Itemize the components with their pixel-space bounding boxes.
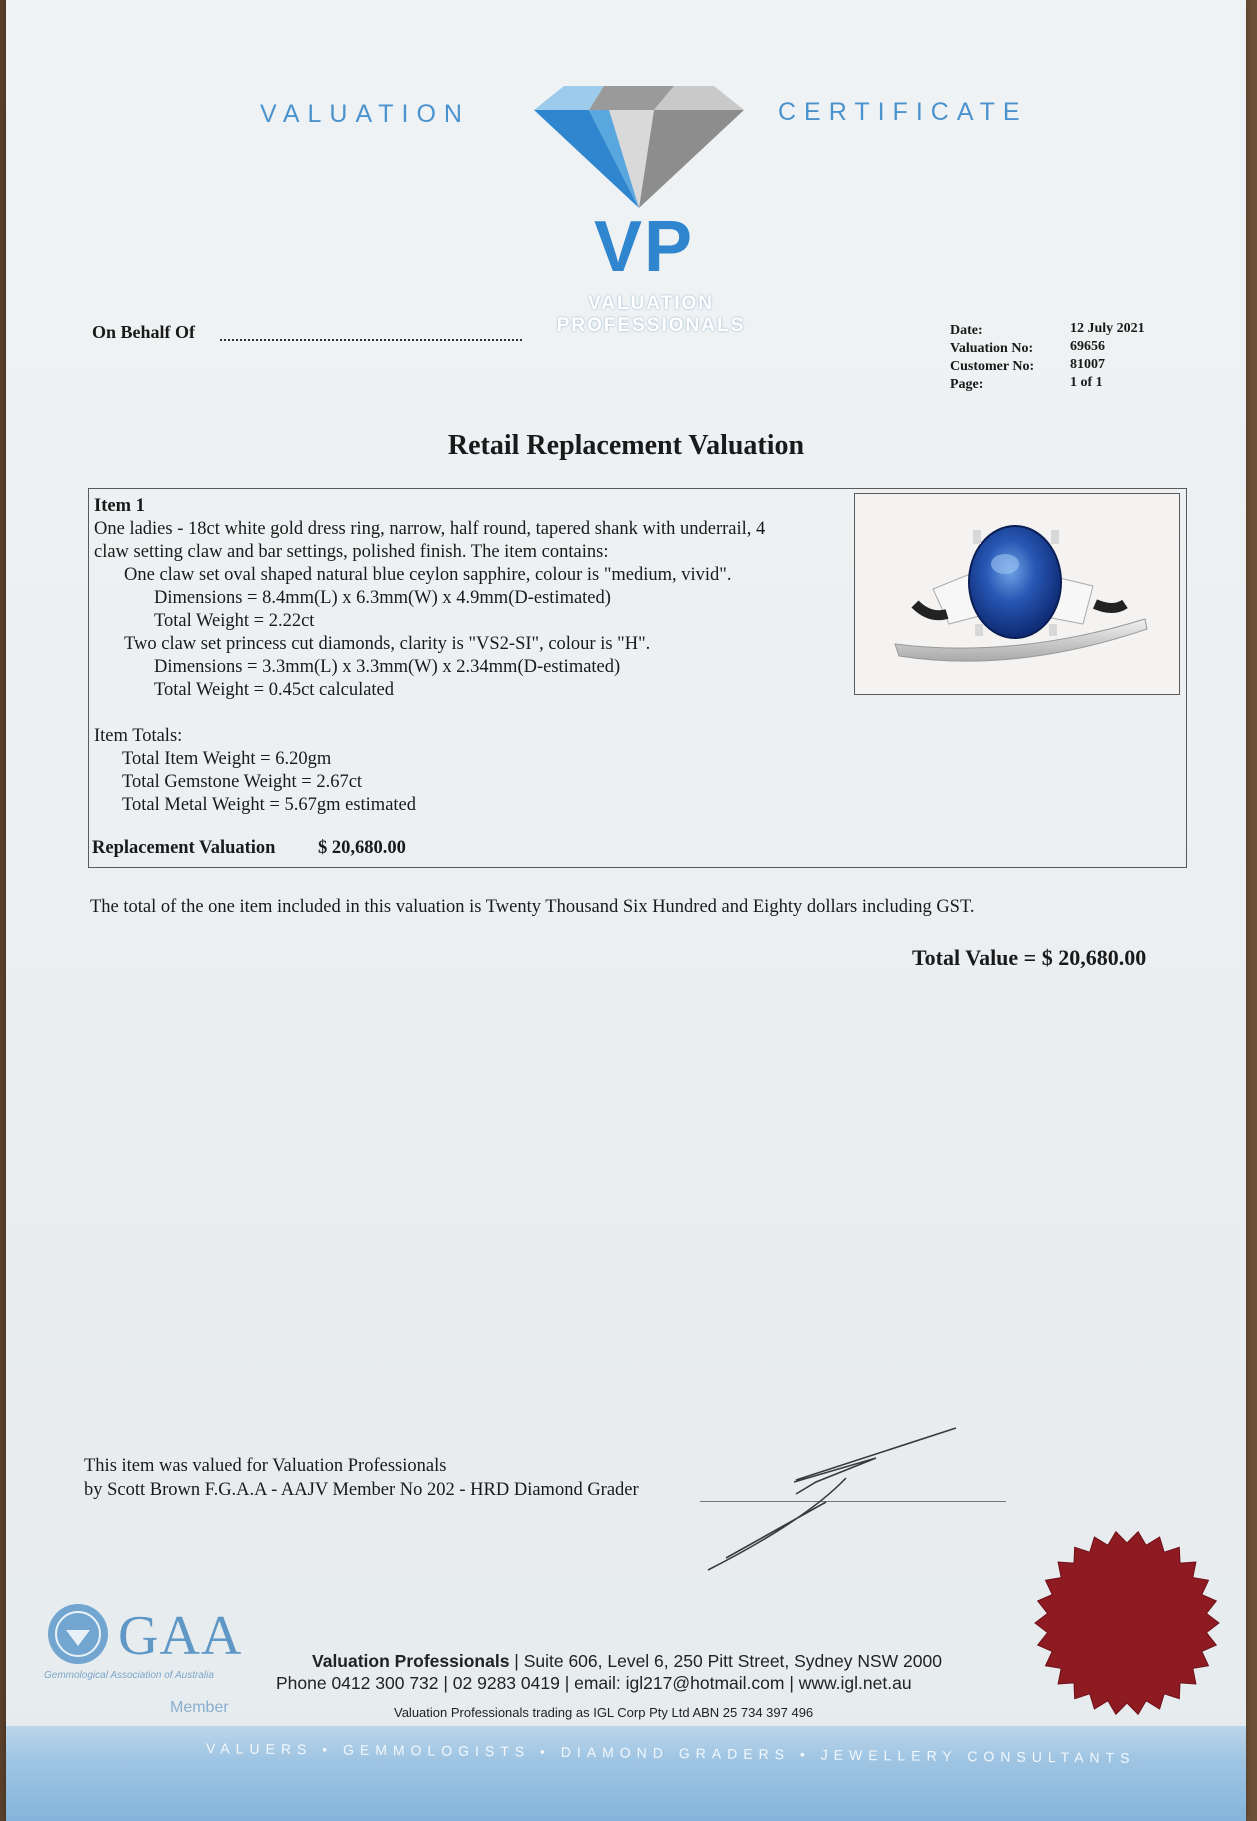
gaa-letters: GAA	[118, 1605, 243, 1667]
sapphire-ring-image	[855, 494, 1179, 694]
meta-labels	[950, 322, 1034, 394]
date-label: Date:	[950, 323, 983, 338]
meta-values	[1070, 320, 1145, 392]
stone1-description: One claw set oval shaped natural blue ceylon sapphire, colour is "medium, vivid".	[124, 565, 732, 585]
valuer-line-1: This item was valued for Valuation Professionals	[84, 1456, 447, 1476]
header-right-word: CERTIFICATE	[778, 98, 1028, 126]
logo-initials: VP	[594, 207, 695, 287]
valuation-no-value: 69656	[1070, 339, 1105, 354]
gaa-emblem-icon	[46, 1602, 110, 1666]
header-left-word: VALUATION	[260, 100, 470, 128]
page-title: Retail Replacement Valuation	[447, 430, 805, 461]
on-behalf-of-label	[92, 322, 195, 343]
date-value: 12 July 2021	[1070, 321, 1145, 336]
replacement-valuation-value: $ 20,680.00	[318, 838, 406, 858]
summary-text: The total of the one item included in this valuation is Twenty Thousand Six Hundred and Eighty dollars including GST.	[90, 897, 975, 917]
gaa-member-label: Member	[170, 1699, 229, 1716]
customer-no-label: Customer No:	[950, 359, 1035, 374]
footer-company: Valuation Professionals	[312, 1651, 510, 1671]
logo-subtitle	[546, 293, 756, 337]
item-description-line-1: One ladies - 18ct white gold dress ring, narrow, half round, tapered shank with underrail, 4	[94, 519, 766, 539]
customer-no-value: 81007	[1070, 357, 1105, 372]
footer-band	[6, 1726, 1246, 1821]
stone2-description: Two claw set princess cut diamonds, clarity is "VS2-SI", colour is "H".	[124, 634, 651, 654]
footer-tagline: VALUERS • GEMMOLOGISTS • DIAMOND GRADERS • JEWELLERY CONSULTANTS	[205, 1740, 1136, 1766]
stone2-dimensions: Dimensions = 3.3mm(L) x 3.3mm(W) x 2.34mm(D-estimated)	[154, 657, 621, 677]
page-label: Page:	[950, 377, 984, 392]
footer-contact: Phone 0412 300 732 | 02 9283 0419 | email: igl217@hotmail.com | www.igl.net.au	[276, 1673, 912, 1693]
gaa-org-name: Gemmological Association of Australia	[44, 1670, 214, 1681]
total-metal-weight: Total Metal Weight = 5.67gm estimated	[122, 795, 417, 815]
footer-address	[312, 1651, 942, 1672]
footer-address-text: | Suite 606, Level 6, 250 Pitt Street, Sydney NSW 2000	[509, 1651, 942, 1671]
on-behalf-of-line	[220, 339, 522, 341]
total-item-weight: Total Item Weight = 6.20gm	[122, 749, 332, 769]
stone1-weight: Total Weight = 2.22ct	[154, 611, 315, 631]
page-value: 1 of 1	[1070, 375, 1103, 390]
on-behalf-of-text: On Behalf Of	[92, 322, 196, 342]
valuation-no-label: Valuation No:	[950, 341, 1034, 356]
diamond-logo-icon	[534, 78, 744, 218]
stone2-weight: Total Weight = 0.45ct calculated	[154, 680, 395, 700]
replacement-valuation-label: Replacement Valuation	[92, 838, 276, 858]
ring-photo	[854, 493, 1180, 695]
item-heading: Item 1	[94, 496, 145, 516]
item-totals-heading: Item Totals:	[94, 726, 183, 746]
logo-line-1: VALUATION	[587, 293, 714, 314]
total-value: Total Value = $ 20,680.00	[912, 945, 1147, 970]
signature	[696, 1420, 966, 1580]
stone1-dimensions: Dimensions = 8.4mm(L) x 6.3mm(W) x 4.9mm(D-estimated)	[154, 588, 611, 608]
footer-trading: Valuation Professionals trading as IGL Corp Pty Ltd ABN 25 734 397 496	[394, 1705, 814, 1720]
logo-line-2: PROFESSIONALS	[556, 315, 746, 336]
valuer-line-2: by Scott Brown F.G.A.A - AAJV Member No 202 - HRD Diamond Grader	[84, 1480, 639, 1500]
total-gemstone-weight: Total Gemstone Weight = 2.67ct	[122, 772, 363, 792]
item-description-line-2: claw setting claw and bar settings, polished finish. The item contains:	[94, 542, 609, 562]
wax-seal-icon	[1032, 1528, 1222, 1718]
certificate-page	[6, 0, 1246, 1821]
